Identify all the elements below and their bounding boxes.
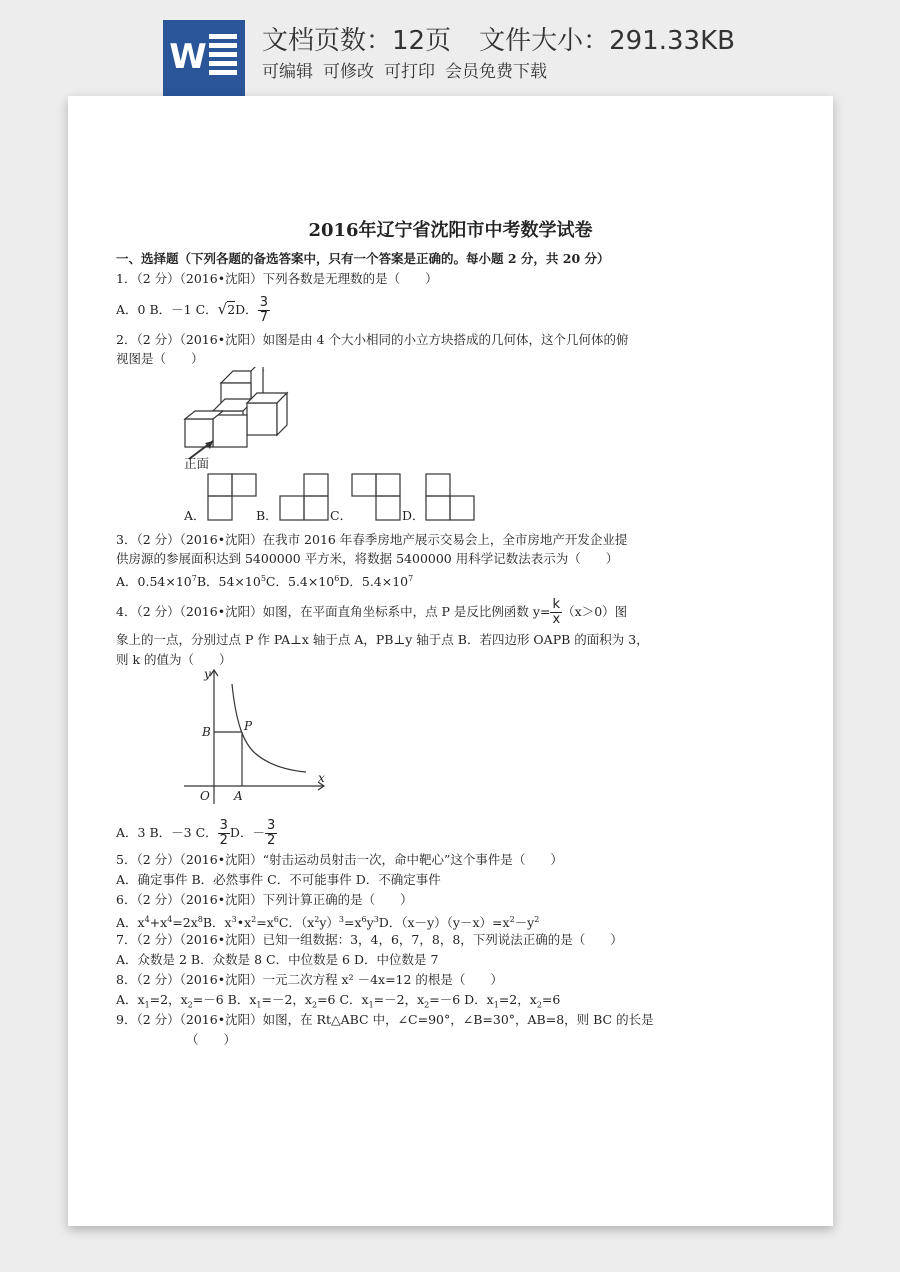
q6-options: A．$x^4+x^4=2x^8B$．$x^3•x^2=x^6C$．$(x^2y)^3=x^6y^3D$．$(x-y)(y-x)=x^2-y^2$: [116, 915, 540, 931]
q3-stem-line2: 供房源的参展面积达到 5400000 平方米，将数据 5400000 用科学记数法表示为（ ）: [116, 551, 619, 566]
q7-stem: 7．（2 分）（2016•沈阳）已知一组数据：3，4，6，7，8，8，下列说法正确的是（ ）: [116, 932, 623, 947]
fraction-neg-3-2: $\frac{3}{2}$: [266, 818, 276, 848]
option-b-diagram: [278, 472, 334, 522]
feature-modifiable: 可修改: [323, 62, 374, 82]
graph-origin-label: O: [200, 789, 210, 803]
q2-option-a: A．: [184, 508, 206, 523]
q4-stem-line2: 象上的一点，分别过点 P 作 PA⊥x 轴于点 A，PB⊥y 轴于点 B．若四边形 OAPB 的面积为 3，: [116, 632, 649, 647]
q4-stem-line3: 则 k 的值为（ ）: [116, 652, 232, 667]
q2-option-d: D．: [402, 508, 425, 523]
q3-stem-line1: 3．（2 分）（2016•沈阳）在我市 2016 年春季房地产展示交易会上，全市房地产开发企业提: [116, 532, 628, 547]
fraction-3-7: $\frac{3}{7}$: [259, 295, 268, 325]
q5-options: A．确定事件 B．必然事件 C．不可能事件 D．不确定事件: [116, 872, 441, 887]
q9-stem-line2: （ ）: [186, 1032, 237, 1047]
q8-stem: 8．（2 分）（2016•沈阳）一元二次方程 x² －4x=12 的根是（ ）: [116, 972, 503, 987]
q5-stem: 5．（2 分）（2016•沈阳）“射击运动员射击一次，命中靶心”这个事件是（ ）: [116, 852, 563, 867]
graph-point-p-label: P: [244, 719, 253, 733]
graph-point-b-label: B: [202, 725, 211, 739]
q2-stem-line1: 2．（2 分）（2016•沈阳）如图是由 4 个大小相同的小立方块搭成的几何体，这个几何体的俯: [116, 332, 629, 347]
page-count: 文档页数：12页: [262, 26, 452, 56]
document-header: [0, 0, 900, 100]
exam-title: 2016年辽宁省沈阳市中考数学试卷: [308, 220, 593, 241]
q4-options: A．3 B．－3 C． $\frac{3}{2}$ D．－ $\frac{3}{2}$: [116, 818, 276, 848]
word-document-icon: [163, 20, 245, 96]
feature-list: [262, 57, 557, 82]
option-d-diagram: [424, 472, 480, 522]
section-heading: 一、选择题（下列各题的备选答案中，只有一个答案是正确的。每小题 2 分，共 20 分）: [116, 251, 610, 266]
q2-option-c: C．: [330, 508, 353, 523]
q4-stem-line1: 4．（2 分）（2016•沈阳）如图，在平面直角坐标系中，点 P 是反比例函数 y= $\frac{k}{x}$ （x＞0）图: [116, 597, 628, 627]
file-info: [262, 20, 763, 57]
front-label: 正面: [184, 456, 210, 471]
q1-stem: 1．（2 分）（2016•沈阳）下列各数是无理数的是（ ）: [116, 271, 438, 286]
q2-option-b: B．: [256, 508, 278, 523]
file-size: 文件大小：291.33KB: [479, 26, 735, 56]
word-icon-letter: W: [169, 37, 207, 77]
feature-member-download: 会员免费下载: [445, 62, 547, 82]
feature-printable: 可打印: [384, 62, 435, 82]
option-c-diagram: [350, 472, 406, 522]
option-a-diagram: [206, 472, 258, 522]
fraction-3-2: $\frac{3}{2}$: [219, 818, 228, 848]
q1-options: A．0 B．－1 C．√2D． $\frac{3}{7}$: [116, 295, 268, 325]
sqrt-symbol: √: [217, 300, 228, 318]
q8-options: A．$x_1=2$，$x_2=-6$ B．$x_1=-2$，$x_2=6$ C．$x_1=-2$，$x_2=-6$ D．$x_1=2$，$x_2=6$: [116, 992, 561, 1010]
q9-stem-line1: 9．（2 分）（2016•沈阳）如图，在 Rt△ABC 中，∠C=90°，∠B=30°，AB=8，则 BC 的长是: [116, 1012, 654, 1027]
coordinate-graph: [184, 664, 334, 809]
q2-stem-line2: 视图是（ ）: [116, 351, 204, 366]
graph-y-label: y: [204, 667, 211, 681]
q3-options: A．$0.54\times 10^7B$．$54\times 10^5C$．$5.4\times 10^6D$．$5.4\times 10^7$: [116, 574, 414, 590]
feature-editable: 可编辑: [262, 62, 313, 82]
graph-point-a-label: A: [234, 789, 243, 803]
fraction-k-x: $\frac{k}{x}$: [552, 597, 561, 627]
q7-options: A．众数是 2 B．众数是 8 C．中位数是 6 D．中位数是 7: [116, 952, 439, 967]
q6-stem: 6．（2 分）（2016•沈阳）下列计算正确的是（ ）: [116, 892, 413, 907]
graph-x-label: x: [318, 771, 325, 785]
